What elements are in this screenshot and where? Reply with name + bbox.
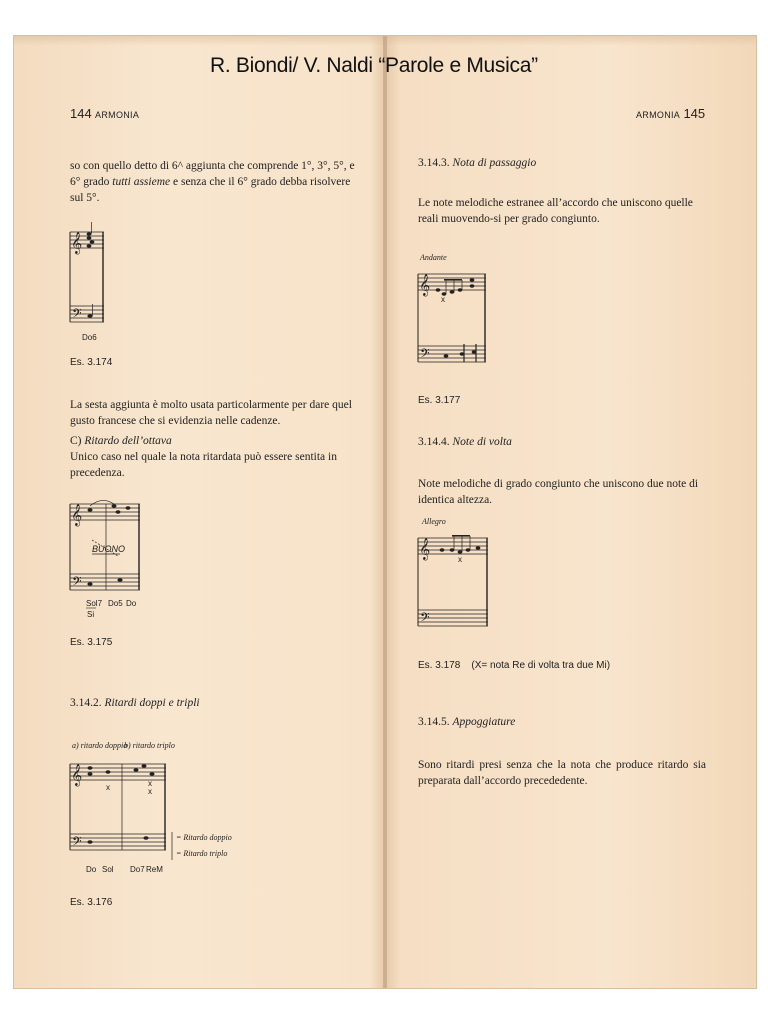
svg-text:x: x [148, 787, 152, 796]
music-example-176 [68, 738, 248, 878]
chord-label: Do6 [82, 333, 97, 342]
svg-text:𝄢: 𝄢 [72, 308, 82, 324]
section-label: ARMONIA [95, 110, 140, 120]
svg-text:𝄞: 𝄞 [419, 275, 431, 296]
legend-doppio: = Ritardo doppio [176, 833, 232, 842]
chord-label: Do7 [130, 865, 145, 874]
svg-text:x: x [441, 295, 445, 304]
example-label: Es. 3.174 [70, 357, 113, 368]
chord-label: Si [87, 610, 95, 619]
svg-text:𝄞: 𝄞 [419, 539, 431, 560]
example-label: Es. 3.175 [70, 637, 113, 648]
book-gutter [383, 36, 387, 988]
example-label: Es. 3.177 [418, 395, 461, 406]
paragraph: Sono ritardi presi senza che la nota che produce ritardo sia preparata dall’accordo precededente. [418, 759, 706, 787]
ritardo-label: b) ritardo triplo [124, 741, 175, 750]
paragraph: La sesta aggiunta è molto usata particolarmente per dare quel gusto francese che si evidenzia nelle cadenze. [70, 399, 352, 427]
chord-label: Do [86, 865, 97, 874]
ritardo-label: a) ritardo doppio [72, 741, 128, 750]
svg-text:𝄞: 𝄞 [71, 505, 83, 526]
section-heading: 3.14.5. Appoggiature [418, 716, 516, 728]
svg-text:𝄞: 𝄞 [71, 233, 83, 254]
svg-text:𝄢: 𝄢 [72, 836, 82, 852]
chord-label: Do [126, 599, 137, 608]
music-example-177 [416, 250, 496, 378]
page-number: 144 [70, 106, 92, 121]
chord-label: Sol7 [86, 599, 103, 608]
svg-text:x: x [458, 555, 462, 564]
svg-text:𝄞: 𝄞 [71, 765, 83, 786]
chord-label: Do5 [108, 599, 123, 608]
svg-text:𝄢: 𝄢 [72, 576, 82, 592]
left-running-head [70, 106, 139, 121]
svg-text:x: x [106, 783, 110, 792]
legend-triplo: = Ritardo triplo [176, 849, 228, 858]
section-heading: 3.14.4. Note di volta [418, 436, 512, 448]
section-heading: 3.14.3. Nota di passaggio [418, 157, 537, 169]
svg-text:x: x [148, 779, 152, 788]
music-example-178 [416, 514, 496, 636]
section-heading: 3.14.2. Ritardi doppi e tripli [70, 697, 200, 709]
music-example-174 [68, 222, 112, 344]
page-number: 145 [683, 106, 706, 121]
watermark-title: R. Biondi/ V. Naldi “Parole e Musica” [210, 54, 538, 77]
section-label: ARMONIA [636, 110, 681, 120]
tempo-mark: Andante [420, 253, 447, 262]
intro-paragraph: so con quello detto di 6^ aggiunta che comprende 1°, 3°, 5°, e 6° grado tutti assieme e senza che il 6° grado debba risolvere sul 5°. [70, 160, 355, 204]
svg-text:𝄢: 𝄢 [420, 348, 430, 364]
chord-label: Sol [102, 865, 114, 874]
right-running-head [636, 106, 705, 121]
tempo-mark: Allegro [422, 517, 446, 526]
example-label: Es. 3.178 (X= nota Re di volta tra due Mi) [418, 660, 611, 671]
paragraph: Unico caso nel quale la nota ritardata può essere sentita in precedenza. [70, 451, 337, 479]
example-label: Es. 3.176 [70, 897, 113, 908]
chord-label: ReM [146, 865, 163, 874]
svg-text:𝄢: 𝄢 [420, 612, 430, 628]
annotation-text: BUONO [92, 544, 126, 554]
music-example-175 [68, 494, 152, 620]
paragraph: Note melodiche di grado congiunto che uniscono due note di identica altezza. [418, 478, 699, 506]
paragraph: Le note melodiche estranee all’accordo che uniscono quelle reali muovendo-si per grado congiunto. [418, 197, 693, 225]
subheading: C) Ritardo dell’ottava [70, 435, 172, 447]
